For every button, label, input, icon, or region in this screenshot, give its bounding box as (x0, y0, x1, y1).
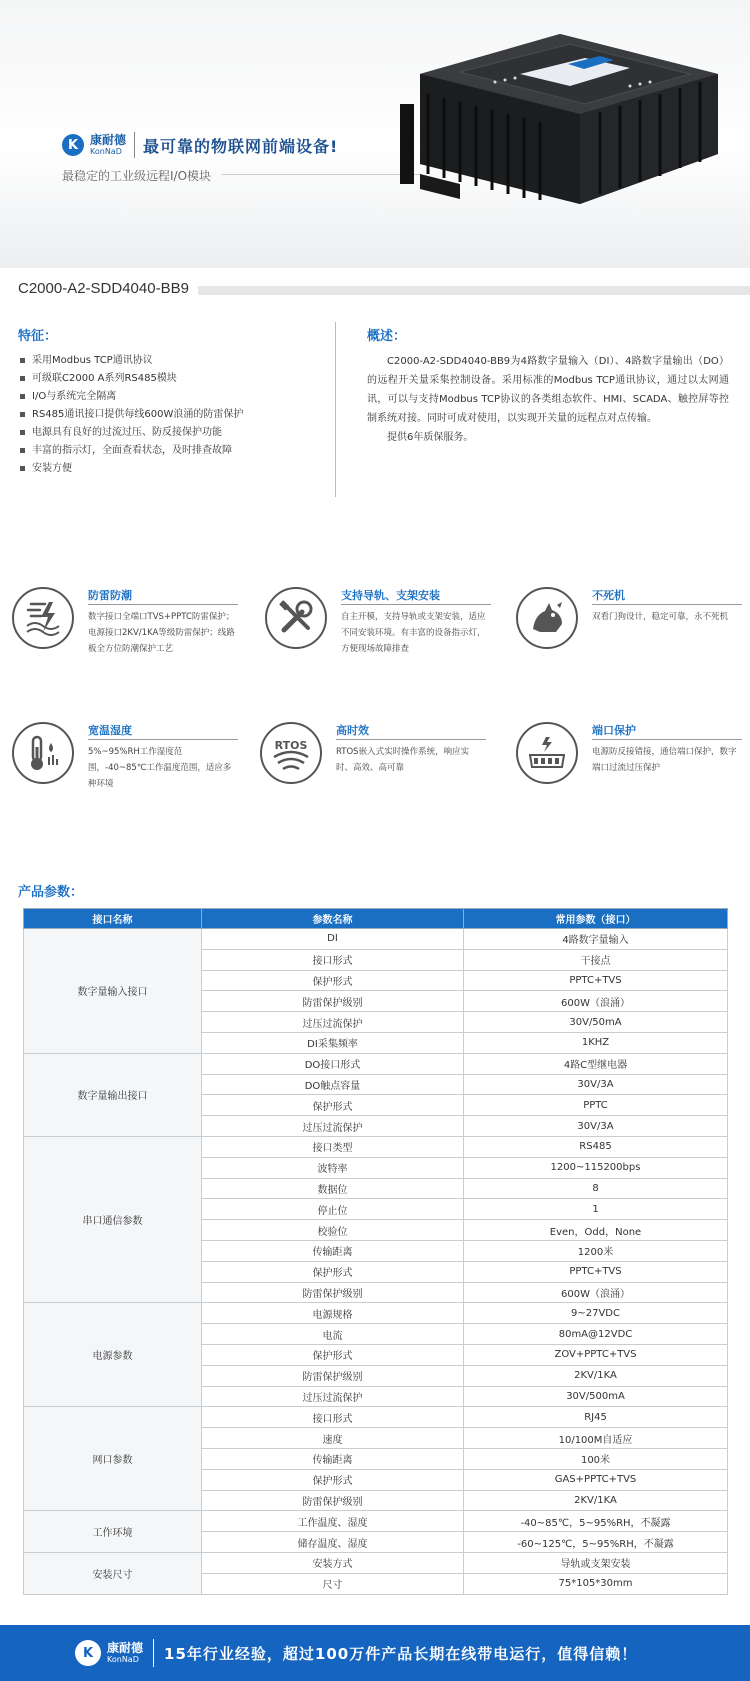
table-row (24, 929, 728, 950)
header-param-value: 常用参数（接口） (464, 909, 728, 929)
tools-icon (265, 587, 327, 649)
model-number: C2000-A2-SDD4040-BB9 (18, 280, 189, 297)
group-name-cell: 数字量输入接口 (24, 929, 202, 1054)
param-name-cell: 接口形式 (202, 1407, 464, 1428)
param-name-cell: 传输距离 (202, 1448, 464, 1469)
param-value-cell: 导轨或支架安装 (464, 1552, 728, 1573)
param-value-cell: 9~27VDC (464, 1303, 728, 1324)
param-name-cell: 波特率 (202, 1157, 464, 1178)
feature-card-title: 支持导轨、支架安装 (341, 589, 440, 602)
param-value-cell: PPTC+TVS (464, 970, 728, 991)
feature-item: RS485通讯接口提供每线600W浪涌的防雷保护 (18, 406, 318, 424)
param-value-cell: 10/100M自适应 (464, 1428, 728, 1449)
device-product-image (400, 34, 718, 230)
footer-slogan: 15年行业经验，超过100万件产品长期在线带电运行，值得信赖！ (164, 1644, 638, 1663)
overview-section (367, 325, 729, 447)
brand-subslogan: 最稳定的工业级远程I/O模块 (62, 169, 212, 183)
param-name-cell: 传输距离 (202, 1240, 464, 1261)
thermometer-icon (12, 722, 74, 784)
param-name-cell: 防雷保护级别 (202, 1282, 464, 1303)
param-value-cell: 2KV/1KA (464, 1365, 728, 1386)
param-value-cell: RS485 (464, 1136, 728, 1157)
param-name-cell: DI采集频率 (202, 1032, 464, 1053)
footer-banner (0, 1625, 750, 1681)
rtos-icon-label: RTOS (274, 739, 308, 752)
feature-card-desc: 自主开模，支持导轨或支架安装，适应不同安装环境。有丰富的设备指示灯，方便现场故障排查 (341, 612, 486, 654)
param-value-cell: 30V/3A (464, 1074, 728, 1095)
feature-card-title: 宽温湿度 (88, 724, 132, 737)
header-param-name: 参数名称 (202, 909, 464, 929)
param-value-cell: 100米 (464, 1448, 728, 1469)
param-name-cell: 防雷保护级别 (202, 991, 464, 1012)
section-divider (335, 322, 336, 497)
params-body (24, 929, 728, 1595)
feature-card-desc: RTOS嵌入式实时操作系统，响应实时、高效、高可靠 (336, 747, 470, 773)
param-name-cell: 保护形式 (202, 970, 464, 991)
group-name-cell: 数字量输出接口 (24, 1053, 202, 1136)
param-value-cell: 1200~115200bps (464, 1157, 728, 1178)
feature-card-port-protection (516, 722, 746, 802)
brand-name-en: KonNaD (90, 147, 122, 156)
param-value-cell: 4路C型继电器 (464, 1053, 728, 1074)
feature-item: 采用Modbus TCP通讯协议 (18, 352, 318, 370)
param-value-cell: 30V/500mA (464, 1386, 728, 1407)
feature-item: 可级联C2000 A系列RS485模块 (18, 370, 318, 388)
brand-mark-icon: K (62, 134, 84, 156)
brand-slogan: 最可靠的物联网前端设备! (143, 136, 339, 156)
group-name-cell: 网口参数 (24, 1407, 202, 1511)
model-bar (198, 286, 750, 295)
features-list (18, 352, 318, 478)
param-name-cell: 安装方式 (202, 1552, 464, 1573)
param-value-cell: 8 (464, 1178, 728, 1199)
param-name-cell: 尺寸 (202, 1573, 464, 1594)
param-value-cell: 1KHZ (464, 1032, 728, 1053)
param-value-cell: ZOV+PPTC+TVS (464, 1344, 728, 1365)
params-table (23, 908, 728, 1595)
param-value-cell: 600W（浪涌） (464, 1282, 728, 1303)
feature-card-rule (336, 739, 486, 740)
param-value-cell: 2KV/1KA (464, 1490, 728, 1511)
feature-item: I/O与系统完全隔离 (18, 388, 318, 406)
footer-brand-name-cn: 康耐德 (107, 1641, 144, 1655)
feature-card-rule (88, 739, 238, 740)
feature-card-rule (341, 604, 491, 605)
param-value-cell: 1 (464, 1199, 728, 1220)
param-value-cell: 600W（浪涌） (464, 991, 728, 1012)
param-name-cell: 过压过流保护 (202, 1116, 464, 1137)
param-value-cell: GAS+PPTC+TVS (464, 1469, 728, 1490)
feature-card-desc: 数字接口全端口TVS+PPTC防雷保护；电源接口2KV/1KA等级防雷保护；线路板全方位防潮保护工艺 (88, 612, 235, 654)
param-name-cell: 保护形式 (202, 1095, 464, 1116)
param-value-cell: PPTC (464, 1095, 728, 1116)
group-name-cell: 工作环境 (24, 1511, 202, 1553)
param-name-cell: 接口形式 (202, 949, 464, 970)
param-value-cell: 4路数字量输入 (464, 929, 728, 950)
feature-card-title: 不死机 (592, 589, 625, 602)
params-title: 产品参数： (18, 885, 84, 900)
param-name-cell: DO触点容量 (202, 1074, 464, 1095)
param-name-cell: 停止位 (202, 1199, 464, 1220)
table-row (24, 1552, 728, 1573)
footer-divider (153, 1639, 154, 1667)
feature-card-rule (592, 604, 742, 605)
param-name-cell: 保护形式 (202, 1469, 464, 1490)
param-name-cell: 防雷保护级别 (202, 1365, 464, 1386)
feature-card-title: 高时效 (336, 724, 369, 737)
feature-card-realtime (260, 722, 490, 802)
feature-item: 安装方便 (18, 460, 318, 478)
param-name-cell: DI (202, 929, 464, 950)
footer-brand-mark-icon: K (75, 1640, 101, 1666)
rtos-icon (260, 722, 322, 784)
param-value-cell: 30V/3A (464, 1116, 728, 1137)
param-value-cell: -60~125℃，5~95%RH，不凝露 (464, 1532, 728, 1553)
feature-card-rule (592, 739, 742, 740)
param-name-cell: DO接口形式 (202, 1053, 464, 1074)
feature-card-title: 端口保护 (592, 724, 636, 737)
param-name-cell: 防雷保护级别 (202, 1490, 464, 1511)
brand-logo (62, 132, 338, 158)
brand-name-cn: 康耐德 (90, 133, 127, 147)
group-name-cell: 安装尺寸 (24, 1552, 202, 1594)
param-value-cell: 80mA@12VDC (464, 1324, 728, 1345)
feature-card-desc: 电源防反接错接，通信端口保护，数字端口过流过压保护 (592, 747, 737, 773)
features-title: 特征： (18, 329, 58, 344)
param-value-cell: 干接点 (464, 949, 728, 970)
footer-brand-name-en: KonNaD (107, 1655, 139, 1664)
param-name-cell: 电流 (202, 1324, 464, 1345)
param-name-cell: 速度 (202, 1428, 464, 1449)
feature-card-desc: 5%~95%RH工作湿度范围，-40~85℃工作温度范围，适应多种环境 (88, 747, 232, 789)
table-row (24, 1303, 728, 1324)
hero-banner (0, 0, 750, 268)
param-value-cell: 30V/50mA (464, 1012, 728, 1033)
param-name-cell: 校验位 (202, 1220, 464, 1241)
subslogan-rule (222, 174, 422, 175)
features-section (18, 325, 318, 478)
param-name-cell: 工作温度、湿度 (202, 1511, 464, 1532)
param-name-cell: 储存温度、湿度 (202, 1532, 464, 1553)
params-header-row (24, 909, 728, 929)
param-value-cell: RJ45 (464, 1407, 728, 1428)
param-value-cell: -40~85℃，5~95%RH，不凝露 (464, 1511, 728, 1532)
feature-card-desc: 双看门狗设计，稳定可靠，永不死机 (592, 612, 729, 622)
param-name-cell: 过压过流保护 (202, 1012, 464, 1033)
param-name-cell: 过压过流保护 (202, 1386, 464, 1407)
overview-title: 概述： (367, 329, 407, 344)
group-name-cell: 电源参数 (24, 1303, 202, 1407)
table-row (24, 1053, 728, 1074)
param-name-cell: 接口类型 (202, 1136, 464, 1157)
header-interface: 接口名称 (24, 909, 202, 929)
feature-card-mounting (265, 587, 495, 667)
param-value-cell: Even，Odd，None (464, 1220, 728, 1241)
overview-warranty: 提供6年质保服务。 (387, 432, 474, 443)
feature-card-rule (88, 604, 238, 605)
lightning-protection-icon (12, 587, 74, 649)
param-name-cell: 保护形式 (202, 1261, 464, 1282)
table-row (24, 1511, 728, 1532)
logo-divider (134, 132, 135, 158)
feature-item: 电源具有良好的过流过压、防反接保护功能 (18, 424, 318, 442)
feature-item: 丰富的指示灯，全面查看状态，及时排查故障 (18, 442, 318, 460)
param-value-cell: 1200米 (464, 1240, 728, 1261)
param-name-cell: 保护形式 (202, 1344, 464, 1365)
feature-card-lightning (12, 587, 242, 667)
port-protection-icon (516, 722, 578, 784)
feature-card-title: 防雷防潮 (88, 589, 132, 602)
table-row (24, 1136, 728, 1157)
param-value-cell: 75*105*30mm (464, 1573, 728, 1594)
group-name-cell: 串口通信参数 (24, 1136, 202, 1302)
feature-card-temperature (12, 722, 242, 802)
param-name-cell: 数据位 (202, 1178, 464, 1199)
param-name-cell: 电源规格 (202, 1303, 464, 1324)
watchdog-icon (516, 587, 578, 649)
param-value-cell: PPTC+TVS (464, 1261, 728, 1282)
table-row (24, 1407, 728, 1428)
feature-card-watchdog (516, 587, 746, 667)
overview-paragraph: C2000-A2-SDD4040-BB9为4路数字量输入（DI）、4路数字量输出（DO）的远程开关量采集控制设备。采用标准的Modbus TCP通讯协议，通过以太网通讯，可以与支持Modbus TCP协议的各类组态软件、HMI、SCADA、触控屏等控制系统对接。同时可成对使用，以实现开关量的远程点对点传输。 (367, 356, 729, 424)
